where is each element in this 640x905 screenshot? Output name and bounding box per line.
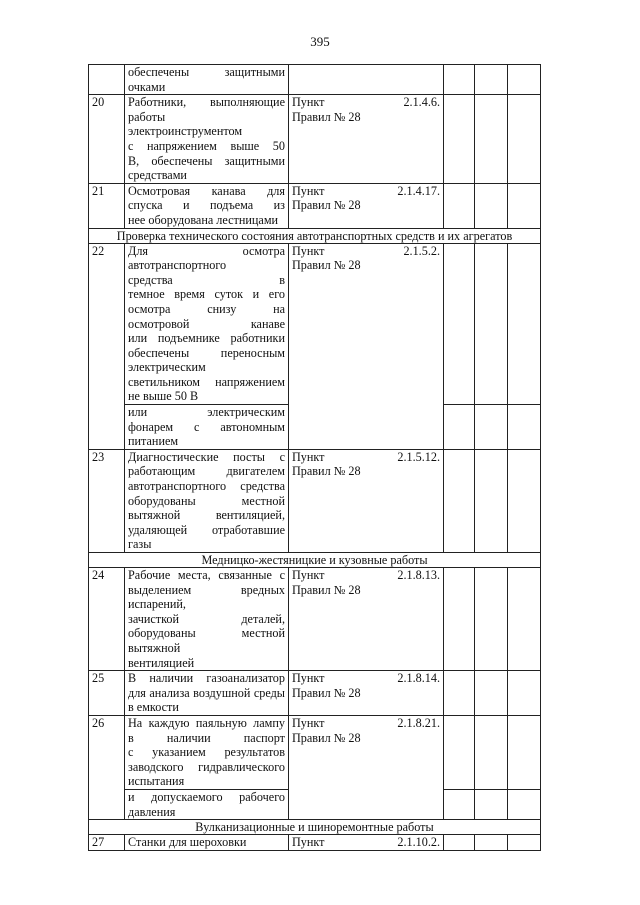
reference-rules: Правил № 28: [292, 685, 361, 700]
mark-cell[interactable]: [475, 65, 508, 95]
mark-cell[interactable]: [508, 715, 541, 789]
regulation-reference: [289, 65, 444, 95]
requirement-text: Рабочие места, связанные с выделением вредных испарений, зачисткой деталей, оборудованы местной вытяжной вентиляцией: [125, 568, 289, 671]
item-number: 20: [89, 95, 125, 184]
reference-rules: Правил № 28: [292, 258, 361, 273]
section-title: Медницко-жестяницкие и кузовные работы: [89, 553, 541, 568]
mark-cell[interactable]: [444, 449, 475, 552]
mark-cell[interactable]: [475, 405, 508, 450]
requirement-text: На каждую паяльную лампу в наличии паспорт с указанием результатов заводского гидравлического испытания: [125, 715, 289, 789]
mark-cell[interactable]: [475, 671, 508, 716]
reference-clause: 2.1.5.2.: [403, 243, 440, 258]
requirement-text: обеспечены защитными очками: [125, 65, 289, 95]
table-row: [89, 835, 541, 851]
table-row: [89, 671, 541, 716]
item-number: 26: [89, 715, 125, 819]
reference-label: Пункт: [292, 183, 325, 198]
item-number: 21: [89, 183, 125, 228]
requirement-text: Диагностические посты с работающим двигателем автотранспортного средства оборудованы местной вытяжной вентиляцией, удаляющей отработавшие газы: [125, 449, 289, 552]
reference-rules: Правил № 28: [292, 464, 361, 479]
mark-cell[interactable]: [508, 95, 541, 184]
mark-cell[interactable]: [475, 183, 508, 228]
item-number: 23: [89, 449, 125, 552]
requirement-text: Осмотровая канава для спуска и подъема из нее оборудована лестницами: [125, 183, 289, 228]
item-number: 25: [89, 671, 125, 716]
table-row: [89, 568, 541, 671]
table-row: [89, 95, 541, 184]
reference-label: Пункт: [292, 243, 325, 258]
reference-rules: Правил № 28: [292, 109, 361, 124]
mark-cell[interactable]: [508, 835, 541, 851]
reference-clause: 2.1.5.12.: [397, 449, 440, 464]
page-number: 395: [310, 34, 330, 49]
reference-clause: 2.1.10.2.: [397, 835, 440, 850]
section-title: Вулканизационные и шиноремонтные работы: [89, 820, 541, 835]
reference-label: Пункт: [292, 671, 325, 686]
table-row: [89, 65, 541, 95]
reference-clause: 2.1.8.21.: [397, 715, 440, 730]
mark-cell[interactable]: [475, 715, 508, 789]
item-number: 22: [89, 243, 125, 449]
mark-cell[interactable]: [475, 449, 508, 552]
mark-cell[interactable]: [508, 405, 541, 450]
requirement-text: Станки для шероховки: [125, 835, 289, 851]
requirement-text: В наличии газоанализатор для анализа воздушной среды в емкости: [125, 671, 289, 716]
mark-cell[interactable]: [475, 243, 508, 405]
reference-clause: 2.1.8.14.: [397, 671, 440, 686]
mark-cell[interactable]: [508, 449, 541, 552]
item-number: 27: [89, 835, 125, 851]
mark-cell[interactable]: [475, 835, 508, 851]
mark-cell[interactable]: [508, 65, 541, 95]
mark-cell[interactable]: [444, 715, 475, 789]
table-row: [89, 243, 541, 405]
requirement-text: Работники, выполняющие работы электроинструментом с напряжением выше 50 В, обеспечены защитными средствами: [125, 95, 289, 184]
regulation-reference: [289, 715, 444, 819]
mark-cell[interactable]: [508, 789, 541, 819]
mark-cell[interactable]: [475, 789, 508, 819]
section-header-row: [89, 553, 541, 568]
reference-rules: Правил № 28: [292, 582, 361, 597]
requirement-text: или электрическим фонарем с автономным питанием: [125, 405, 289, 450]
reference-clause: 2.1.4.6.: [403, 95, 440, 110]
mark-cell[interactable]: [508, 243, 541, 405]
table-row: [89, 715, 541, 789]
reference-label: Пункт: [292, 835, 325, 850]
reference-label: Пункт: [292, 568, 325, 582]
section-header-row: [89, 820, 541, 835]
regulation-reference: [289, 449, 444, 552]
reference-label: Пункт: [292, 715, 325, 730]
mark-cell[interactable]: [444, 405, 475, 450]
mark-cell[interactable]: [444, 671, 475, 716]
regulation-reference: [289, 95, 444, 184]
reference-label: Пункт: [292, 449, 325, 464]
reference-rules: Правил № 28: [292, 198, 361, 213]
reference-clause: 2.1.4.17.: [397, 183, 440, 198]
reference-label: Пункт: [292, 95, 325, 110]
reference-rules: Правил № 28: [292, 730, 361, 745]
table-row: [89, 183, 541, 228]
regulation-reference: [289, 568, 444, 671]
mark-cell[interactable]: [508, 568, 541, 671]
reference-clause: 2.1.8.13.: [397, 568, 440, 582]
mark-cell[interactable]: [444, 243, 475, 405]
regulation-reference: [289, 835, 444, 851]
mark-cell[interactable]: [475, 95, 508, 184]
mark-cell[interactable]: [475, 568, 508, 671]
regulation-reference: [289, 671, 444, 716]
section-title: Проверка технического состояния автотранспортных средств и их агрегатов: [89, 228, 541, 243]
checklist-table: [88, 64, 541, 851]
requirement-text: и допускаемого рабочего давления: [125, 789, 289, 819]
mark-cell[interactable]: [508, 671, 541, 716]
mark-cell[interactable]: [444, 95, 475, 184]
mark-cell[interactable]: [444, 835, 475, 851]
regulation-reference: [289, 243, 444, 449]
item-number: [89, 65, 125, 95]
mark-cell[interactable]: [444, 568, 475, 671]
requirement-text: Для осмотра автотранспортного средства в темное время суток и его осмотра снизу на осмотровой канаве или подъемнике работники обеспечены переносным электрическим светильником напряжением не выше 50 В: [125, 243, 289, 405]
mark-cell[interactable]: [444, 789, 475, 819]
mark-cell[interactable]: [508, 183, 541, 228]
mark-cell[interactable]: [444, 65, 475, 95]
item-number: 24: [89, 568, 125, 671]
section-header-row: [89, 228, 541, 243]
mark-cell[interactable]: [444, 183, 475, 228]
table-row: [89, 449, 541, 552]
regulation-reference: [289, 183, 444, 228]
